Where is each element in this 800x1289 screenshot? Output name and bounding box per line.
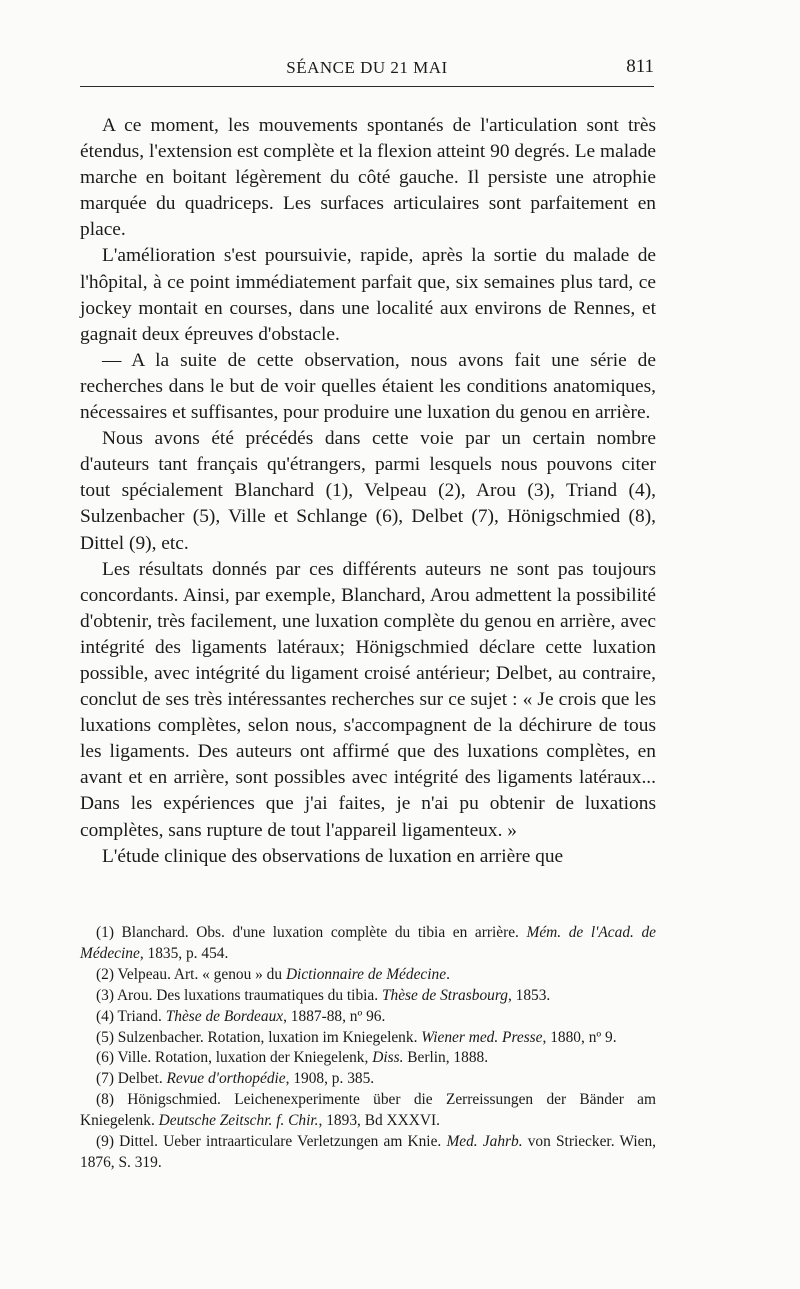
- footnote-text: (2) Velpeau. Art. « genou » du: [96, 965, 286, 983]
- footnote-text: (3) Arou. Des luxations traumatiques du tibia.: [96, 986, 382, 1004]
- footnote: [80, 1048, 656, 1069]
- page-number: 811: [626, 56, 654, 77]
- page-header: [80, 52, 654, 87]
- footnote: [80, 1069, 656, 1090]
- footnote-text: , 1835, p. 454.: [139, 944, 229, 962]
- paragraph: Les résultats donnés par ces différents auteurs ne sont pas toujours concordants. Ainsi, par exemple, Blanchard, Arou admettent la possibilité d'obtenir, très facilement, une luxation complète du genou en arrière, avec intégrité des ligaments latéraux; Hönigschmied déclare cette luxation possible, avec intégrité du ligament croisé antérieur; Delbet, au contraire, conclut de ses très intéressantes recherches sur ce sujet : « Je crois que les luxations complètes, selon nous, s'accompagnent de la déchirure de tous les ligaments. Des auteurs ont affirmé que des luxations complètes, en avant et en arrière, sont possibles avec intégrité des ligaments latéraux... Dans les expériences que j'ai faites, je n'ai pu obtenir de luxations complètes, sans rupture de tout l'appareil ligamenteux. »: [80, 558, 656, 841]
- footnote-text: , 1887-88, nº 96.: [283, 1007, 386, 1025]
- footnote-text: (8) Hönigschmied. Leichenexperimente über die Zerreissungen der Bänder am Kniegelenk.: [80, 1091, 656, 1130]
- footnote: [80, 1090, 656, 1132]
- paragraph: L'amélioration s'est poursuivie, rapide, après la sortie du malade de l'hôpital, à ce point immédiatement parfait que, six semaines plus tard, ce jockey montait en courses, dans une localité aux environs de Rennes, et gagnait deux épreuves d'obstacle.: [80, 245, 656, 345]
- footnote-text: (9) Dittel. Ueber intraarticulare Verletzungen am Knie.: [96, 1133, 447, 1151]
- footnote-text: von Striecker. Wien, 1876, S. 319.: [80, 1133, 656, 1171]
- footnotes: [80, 923, 656, 1174]
- footnote: [80, 1007, 656, 1028]
- footnote-source: Deutsche Zeitschr. f. Chir.: [158, 1112, 319, 1130]
- footnote-text: .: [446, 965, 450, 983]
- footnote-text: (1) Blanchard. Obs. d'une luxation complète du tibia en arrière.: [96, 924, 527, 941]
- footnote-source: Dictionnaire de Médecine: [285, 965, 447, 983]
- footnote-text: , 1908, p. 385.: [285, 1070, 375, 1088]
- footnote-source: Revue d'orthopédie: [166, 1070, 286, 1088]
- footnote: [80, 965, 656, 986]
- footnote-text: , 1893, Bd XXXVI.: [318, 1112, 440, 1130]
- paragraph: A ce moment, les mouvements spontanés de l'articulation sont très étendus, l'extension est complète et la flexion atteint 90 degrés. Le malade marche en boitant légèrement du côté gauche. Il persiste une atrophie marquée du quadriceps. Les surfaces articulaires sont parfaitement en place.: [80, 115, 656, 241]
- footnote-text: (5) Sulzenbacher. Rotation, luxation im Kniegelenk.: [96, 1028, 422, 1046]
- footnote-source: Thèse de Bordeaux: [165, 1007, 284, 1025]
- footnote-source: Thèse de Strasbourg: [381, 986, 508, 1004]
- footnote-text: , 1880, nº 9.: [542, 1028, 617, 1046]
- paragraph: — A la suite de cette observation, nous avons fait une série de recherches dans le but de voir quelles étaient les conditions anatomiques, nécessaires et suffisantes, pour produire une luxation du genou en arrière.: [80, 349, 656, 424]
- footnote: [80, 1028, 656, 1049]
- paragraph: Nous avons été précédés dans cette voie par un certain nombre d'auteurs tant français qu'étrangers, parmi lesquels nous pouvons citer tout spécialement Blanchard (1), Velpeau (2), Arou (3), Triand (4), Sulzenbacher (5), Ville et Schlange (6), Delbet (7), Hönigschmied (8), Dittel (9), etc.: [80, 428, 656, 554]
- paragraph: L'étude clinique des observations de luxation en arrière que: [102, 845, 564, 867]
- footnote-text: (6) Ville. Rotation, luxation der Kniegelenk,: [96, 1049, 373, 1067]
- running-head: SÉANCE DU 21 MAI: [286, 58, 448, 77]
- footnote: [80, 923, 656, 965]
- footnote-text: (7) Delbet.: [96, 1070, 167, 1088]
- body-text: [80, 113, 656, 870]
- footnote-source: Diss.: [372, 1049, 404, 1067]
- footnote: [80, 986, 656, 1007]
- footnote-text: Berlin, 1888.: [403, 1049, 489, 1067]
- footnote-text: (4) Triand.: [96, 1007, 166, 1025]
- footnote-source: Mém. de l'Acad. de Médecine: [80, 924, 657, 962]
- footnote-source: Wiener med. Presse: [421, 1028, 543, 1046]
- footnote-text: , 1853.: [507, 986, 551, 1004]
- footnote-source: Med. Jahrb.: [446, 1133, 523, 1151]
- footnote: [80, 1132, 656, 1174]
